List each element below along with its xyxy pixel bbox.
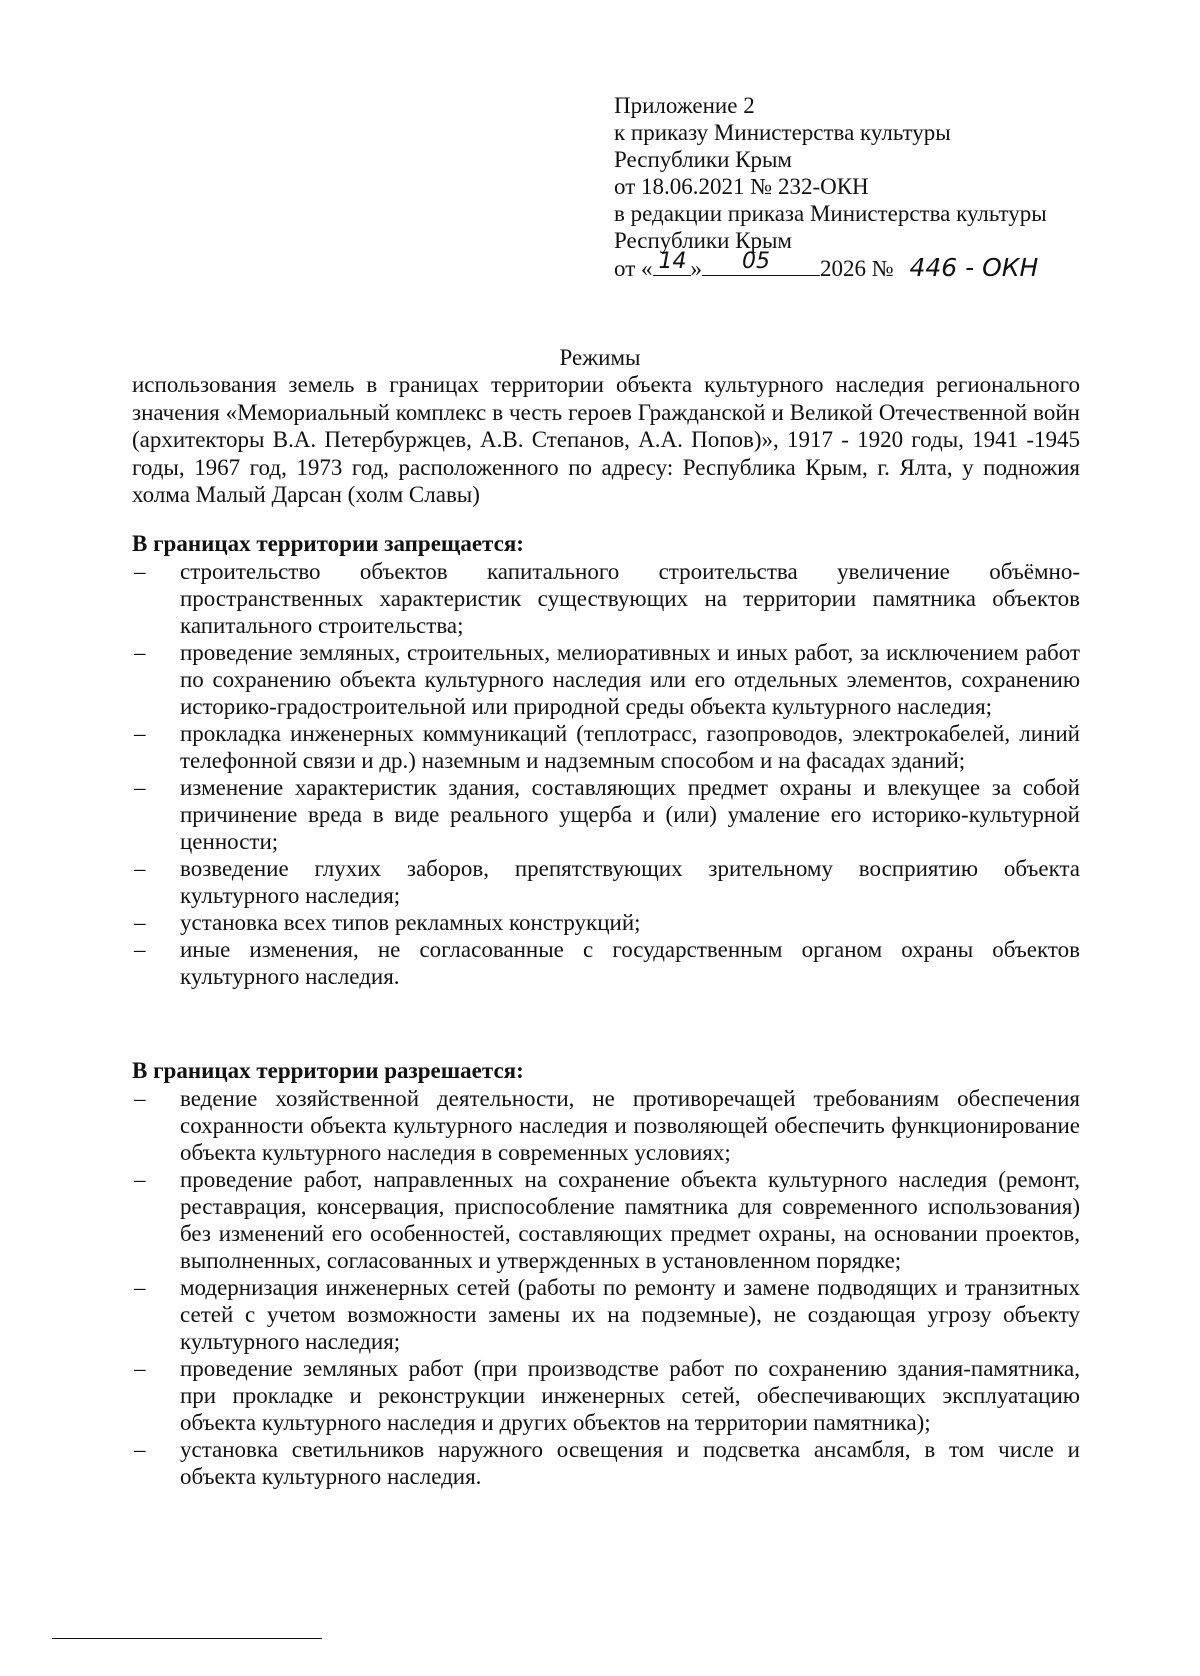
appendix-line: Приложение 2	[614, 93, 755, 118]
list-item	[132, 855, 1080, 909]
list-item-text: изменение характеристик здания, составляющих предмет охраны и влекущее за собой причинение вреда в виде реального ущерба и (или) умаление его историко-культурной ценности;	[180, 775, 1080, 854]
list-item-text: проведение работ, направленных на сохранение объекта культурного наследия (ремонт, реставрация, консервация, приспособление памятника для современного использования) без изменений его особенностей, составляющих предмет охраны, на основании проектов, выполненных, согласованных и утвержденных в установленном порядке;	[180, 1167, 1080, 1273]
prohibited-list	[132, 558, 1080, 990]
appendix-line: Республики Крым	[614, 228, 792, 253]
list-item-text: проведение земляных, строительных, мелиоративных и иных работ, за исключением работ по сохранению объекта культурного наследия или его отдельных элементов, сохранению историко-градостроительной или природной среды объекта культурного наследия;	[180, 640, 1080, 719]
bullet-dash: –	[134, 1086, 146, 1111]
bullet-dash: –	[134, 1437, 146, 1462]
list-item	[132, 1085, 1080, 1166]
date-prefix: от «	[614, 256, 653, 281]
list-item	[132, 639, 1080, 720]
list-item-text: модернизация инженерных сетей (работы по ремонту и замене подводящих и транзитных сетей с учетом возможности замены их на подземные), не создающая угрозу объекту культурного наследия;	[180, 1275, 1080, 1354]
document-title: Режимы	[559, 345, 641, 370]
list-item	[132, 720, 1080, 774]
bullet-dash: –	[134, 856, 146, 881]
list-item-text: установка светильников наружного освещения и подсветка ансамбля, в том числе и объекта культурного наследия.	[180, 1437, 1080, 1489]
allowed-heading: В границах территории разрешается:	[132, 1058, 524, 1083]
list-item-text: прокладка инженерных коммуникаций (теплотрасс, газопроводов, электрокабелей, линий телефонной связи и др.) наземным и надземным способом и на фасадах зданий;	[180, 721, 1080, 773]
date-day-blank	[653, 249, 691, 276]
list-item-text: возведение глухих заборов, препятствующих зрительному восприятию объекта культурного наследия;	[180, 856, 1080, 908]
bullet-dash: –	[134, 721, 146, 746]
appendix-header	[614, 92, 1134, 282]
list-item-text: проведение земляных работ (при производстве работ по сохранению здания-памятника, при прокладке и реконструкции инженерных сетей, обеспечивающих эксплуатацию объекта культурного наследия и других объектов на территории памятника);	[180, 1356, 1080, 1435]
prohibited-heading: В границах территории запрещается:	[132, 531, 524, 556]
list-item	[132, 1436, 1080, 1490]
list-item	[132, 558, 1080, 639]
bullet-dash: –	[134, 937, 146, 962]
list-item	[132, 1355, 1080, 1436]
allowed-list	[132, 1085, 1080, 1490]
bullet-dash: –	[134, 1167, 146, 1192]
handwritten-month: 05	[742, 249, 770, 274]
bullet-dash: –	[134, 910, 146, 935]
list-item-text: строительство объектов капитального строительства увеличение объёмно-пространственных характеристик существующих на территории памятника объектов капитального строительства;	[180, 559, 1080, 638]
date-month-blank	[702, 249, 820, 276]
appendix-line: в редакции приказа Министерства культуры	[614, 201, 1047, 226]
handwritten-day: 14	[658, 249, 687, 274]
footnote-separator	[52, 1638, 322, 1639]
bullet-dash: –	[134, 1275, 146, 1300]
date-mid: »	[690, 256, 702, 281]
list-item-text: ведение хозяйственной деятельности, не противоречащей требованиям обеспечения сохранности объекта культурного наследия и позволяющей обеспечить функционирование объекта культурного наследия в современных условиях;	[180, 1086, 1080, 1165]
list-item	[132, 1274, 1080, 1355]
appendix-line: Республики Крым	[614, 147, 792, 172]
appendix-line: от 18.06.2021 № 232-ОКН	[614, 174, 869, 199]
order-date-line	[614, 249, 1134, 282]
handwritten-order-number: 446 - ОКН	[909, 253, 1039, 282]
list-item	[132, 909, 1080, 936]
bullet-dash: –	[134, 640, 146, 665]
list-item	[132, 1166, 1080, 1274]
bullet-dash: –	[134, 559, 146, 584]
list-item-text: иные изменения, не согласованные с государственным органом охраны объектов культурного наследия.	[180, 937, 1080, 989]
list-item	[132, 936, 1080, 990]
date-year-no: 2026 №	[820, 256, 894, 281]
list-item	[132, 774, 1080, 855]
bullet-dash: –	[134, 775, 146, 800]
bullet-dash: –	[134, 1356, 146, 1381]
list-item-text: установка всех типов рекламных конструкций;	[180, 910, 641, 935]
appendix-line: к приказу Министерства культуры	[614, 120, 951, 145]
document-subtitle: использования земель в границах территории объекта культурного наследия регионального значения «Мемориальный комплекс в честь героев Гражданской и Великой Отечественной войн (архитекторы В.А. Петербуржцев, А.В. Степанов, А.А. Попов)», 1917 - 1920 годы, 1941 -1945 годы, 1967 год, 1973 год, расположенного по адресу: Республика Крым, г. Ялта, у подножия холма Малый Дарсан (холм Славы)	[132, 372, 1080, 507]
